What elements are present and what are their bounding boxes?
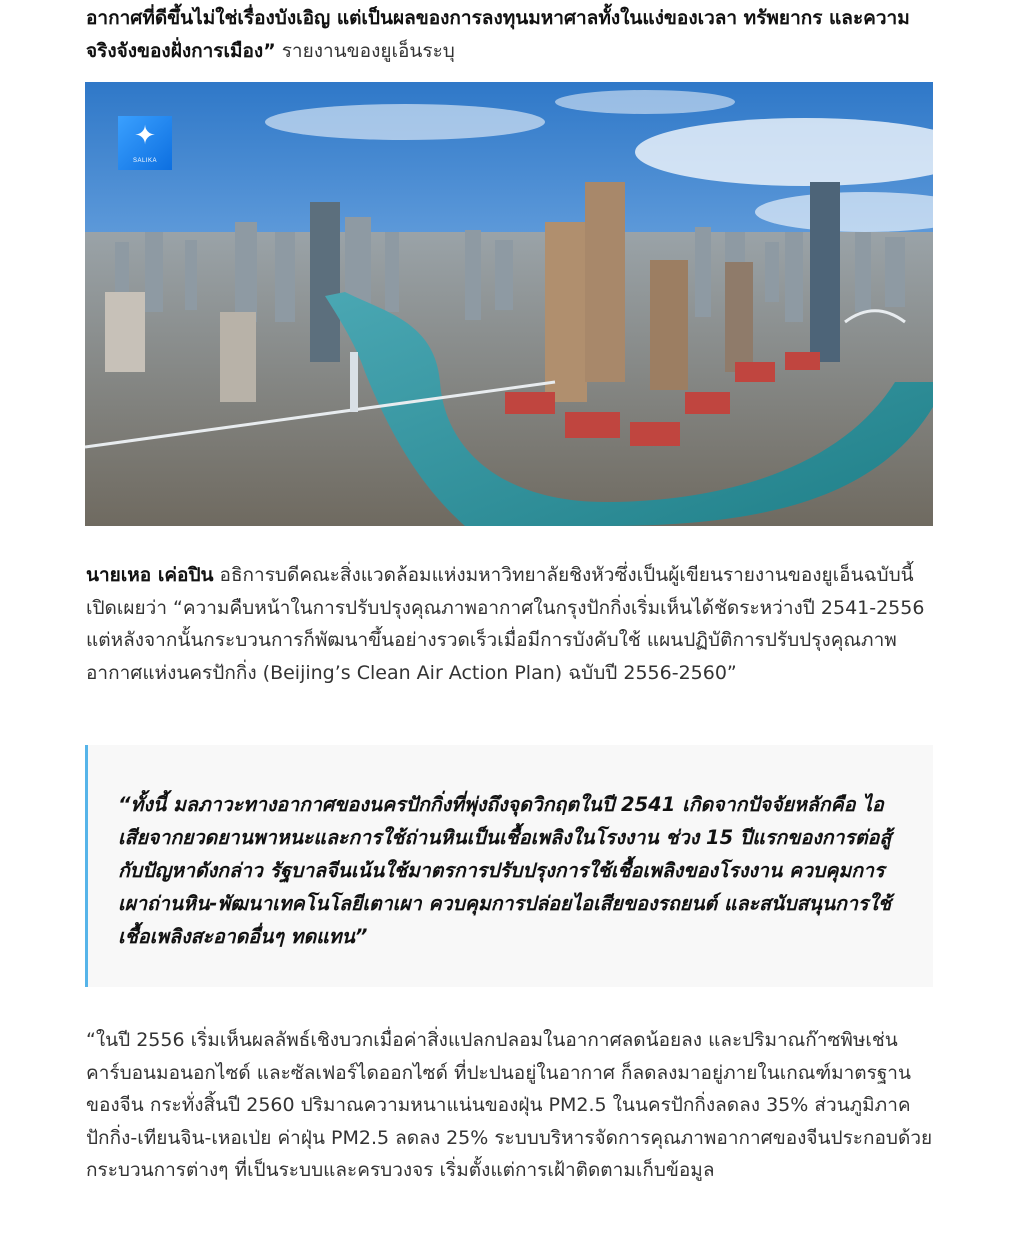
body-paragraph-last: “ในปี 2556 เริ่มเห็นผลลัพธ์เชิงบวกเมื่อค่าสิ่งแปลกปลอมในอากาศลดน้อยลง และปริมาณก๊าซพิษเช่นคาร์บอนมอนอกไซด์ และซัลเฟอร์ไดออกไซด์ ที่ปะปนอยู่ในอากาศ ก็ลดลงมาอยู่ภายในเกณฑ์มาตรฐานของจีน กระทั่งสิ้นปี 2560 ปริมาณความหนาแน่นของฝุ่น PM2.5 ในนครปักกิ่งลดลง 35% ส่วนภูมิภาคปักกิ่ง-เทียนจิน-เหอเป่ย ค่าฝุ่น PM2.5 ลดลง 25% ระบบบริหารจัดการคุณภาพอากาศของจีนประกอบด้วยกระบวนการต่างๆ ที่เป็นระบบและครบวงจร เริ่มตั้งแต่การเฝ้าติดตามเก็บข้อมูล: [86, 1029, 933, 1181]
intro-paragraph: [86, 2, 936, 67]
bird-icon: ✦: [134, 121, 156, 151]
body-paragraph-naihe: [86, 559, 936, 689]
salika-logo: [118, 116, 172, 170]
intro-normal-text: รายงานของยูเอ็นระบุ: [275, 39, 455, 62]
blockquote-text: “ทั้งนี้ มลภาวะทางอากาศของนครปักกิ่งที่พุ่งถึงจุดวิกฤตในปี 2541 เกิดจากปัจจัยหลักคือ ไอเสียจากยวดยานพาหนะและการใช้ถ่านหินเป็นเชื้อเพลิงในโรงงาน ช่วง 15 ปีแรกของการต่อสู้กับปัญหาดังกล่าว รัฐบาลจีนเน้นใช้มาตรการปรับปรุงการใช้เชื้อเพลิงของโรงงาน ควบคุมการเผาถ่านหิน-พัฒนาเทคโนโลยีเตาเผา ควบคุมการปล่อยไอเสียของรถยนต์ และสนับสนุนการใช้เชื้อเพลิงสะอาดอื่นๆ ทดแทน”: [118, 793, 892, 948]
blockquote: [85, 745, 933, 987]
intro-bold-text: อากาศที่ดีขึ้นไม่ใช่เรื่องบังเอิญ แต่เป็นผลของการลงทุนมหาศาลทั้งในแง่ของเวลา ทรัพยากร และความจริงจังของฝั่งการเมือง”: [86, 7, 910, 62]
paragraph-text: อธิการบดีคณะสิ่งแวดล้อมแห่งมหาวิทยาลัยชิงหัวซึ่งเป็นผู้เขียนรายงานของยูเอ็นฉบับนี้เปิดเผยว่า “ความคืบหน้าในการปรับปรุงคุณภาพอากาศในกรุงปักกิ่งเริ่มเห็นได้ชัดระหว่างปี 2541-2556 แต่หลังจากนั้นกระบวนการก็พัฒนาขึ้นอย่างรวดเร็วเมื่อมีการบังคับใช้ แผนปฏิบัติการปรับปรุงคุณภาพอากาศแห่งนครปักกิ่ง (Beijing’s Clean Air Action Plan) ฉบับปี 2556-2560”: [86, 564, 925, 684]
person-name: นายเหอ เค่อปิน: [86, 564, 214, 586]
hero-image: [85, 82, 933, 526]
logo-text: SALIKA: [132, 158, 157, 164]
